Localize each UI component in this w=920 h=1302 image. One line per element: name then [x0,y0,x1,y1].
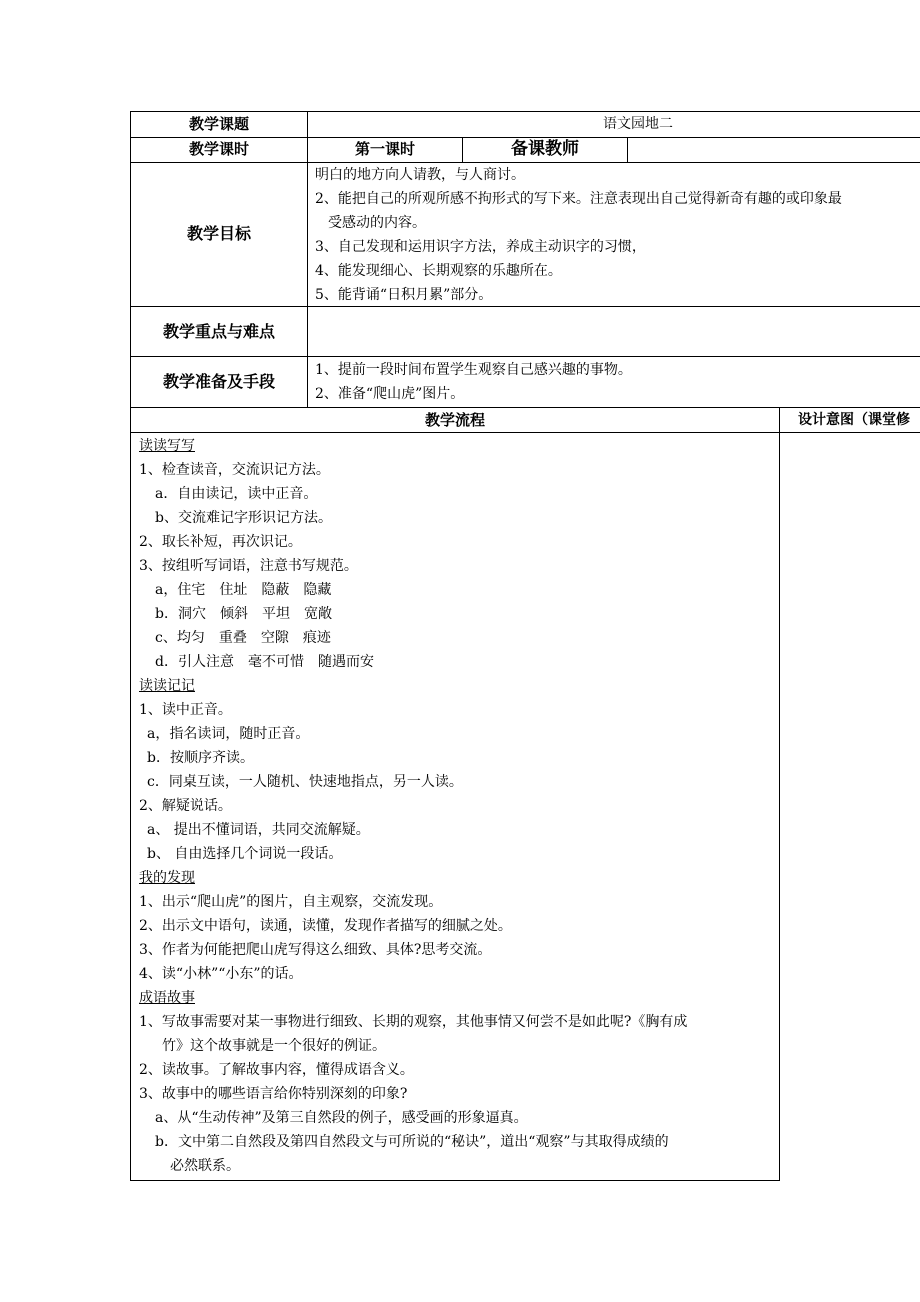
design-intent-title: 设计意图（课堂修 [798,412,910,428]
process-line: b、交流难记字形识记方法。 [155,510,332,526]
grid-v-side [779,407,780,1181]
process-line: 3、按组听写词语，注意书写规范。 [139,558,358,574]
process-line: 2、取长补短，再次识记。 [139,534,302,550]
process-line: 2、解疑说话。 [139,798,232,814]
process-line: c、均匀 重叠 空隙 痕迹 [155,630,331,646]
section-heading: 成语故事 [139,990,195,1006]
grid-v-teacher [627,137,628,162]
section-heading: 我的发现 [139,870,195,886]
grid-h4 [130,356,920,357]
process-line: c．同桌互读，一人随机、快速地指点，另一人读。 [147,774,463,790]
goal-line: 3、自己发现和运用识字方法，养成主动识字的习惯， [315,239,646,255]
process-line: b．洞穴 倾斜 平坦 宽敞 [155,606,332,622]
process-title: 教学流程 [424,411,485,429]
process-line: 1、出示“爬山虎”的图片，自主观察，交流发现。 [139,894,443,910]
process-line: a，指名读词，随时正音。 [147,726,310,742]
process-line: a．自由读记，读中正音。 [155,486,318,502]
teacher-label: 备课教师 [511,139,579,159]
prep-line: 1、提前一段时间布置学生观察自己感兴趣的事物。 [315,362,632,378]
process-line: 2、读故事。了解故事内容，懂得成语含义。 [139,1062,414,1078]
process-line: 2、出示文中语句，读通，读懂，发现作者描写的细腻之处。 [139,918,512,934]
goal-line: 5、能背诵“日积月累”部分。 [315,287,493,303]
period-value: 第一课时 [354,140,415,158]
process-line: d．引人注意 毫不可惜 随遇而安 [155,654,374,670]
topic-label: 教学课题 [188,115,249,133]
process-line: a，住宅 住址 隐蔽 隐藏 [155,582,332,598]
prep-label: 教学准备及手段 [162,372,275,391]
section-heading: 读读写写 [139,438,195,454]
process-line: b．按顺序齐读。 [147,750,254,766]
process-line: 4、读“小林”“小东”的话。 [139,966,303,982]
grid-h3 [130,306,920,307]
goals-label: 教学目标 [186,224,251,243]
process-line: 3、作者为何能把爬山虎写得这么细致、具体?思考交流。 [139,942,492,958]
grid-h6 [130,432,920,433]
process-line: 1、读中正音。 [139,702,232,718]
process-line: a、 提出不懂词语，共同交流解疑。 [147,822,370,838]
process-line: 竹》这个故事就是一个很好的例证。 [162,1038,386,1054]
grid-h2 [130,162,920,163]
section-heading: 读读记记 [139,678,195,694]
process-line: b、 自由选择几个词说一段话。 [147,846,343,862]
grid-left [130,111,131,1181]
period-label: 教学课时 [188,140,249,158]
prep-line: 2、准备“爬山虎”图片。 [315,386,465,402]
process-line: 3、故事中的哪些语言给你特别深刻的印象? [139,1086,408,1102]
topic-value: 语文园地二 [603,116,673,132]
goal-line: 受感动的内容。 [328,215,426,231]
process-line: 1、检查读音，交流识记方法。 [139,462,330,478]
process-line: a、从“生动传神”及第三自然段的例子，感受画的形象逼真。 [155,1110,528,1126]
focus-label: 教学重点与难点 [162,322,275,341]
goal-line: 4、能发现细心、长期观察的乐趣所在。 [315,263,562,279]
goal-line: 明白的地方向人请教，与人商讨。 [315,167,525,183]
process-line: b．文中第二自然段及第四自然段文与可所说的“秘诀”，道出“观察”与其取得成绩的 [155,1134,669,1150]
grid-bottom [130,1180,780,1181]
process-line: 必然联系。 [170,1158,240,1174]
process-line: 1、写故事需要对某一事物进行细致、长期的观察，其他事情又何尝不是如此呢?《胸有成 [139,1014,688,1030]
goal-line: 2、能把自己的所观所感不拘形式的写下来。注意表现出自己觉得新奇有趣的或印象最 [315,191,842,207]
